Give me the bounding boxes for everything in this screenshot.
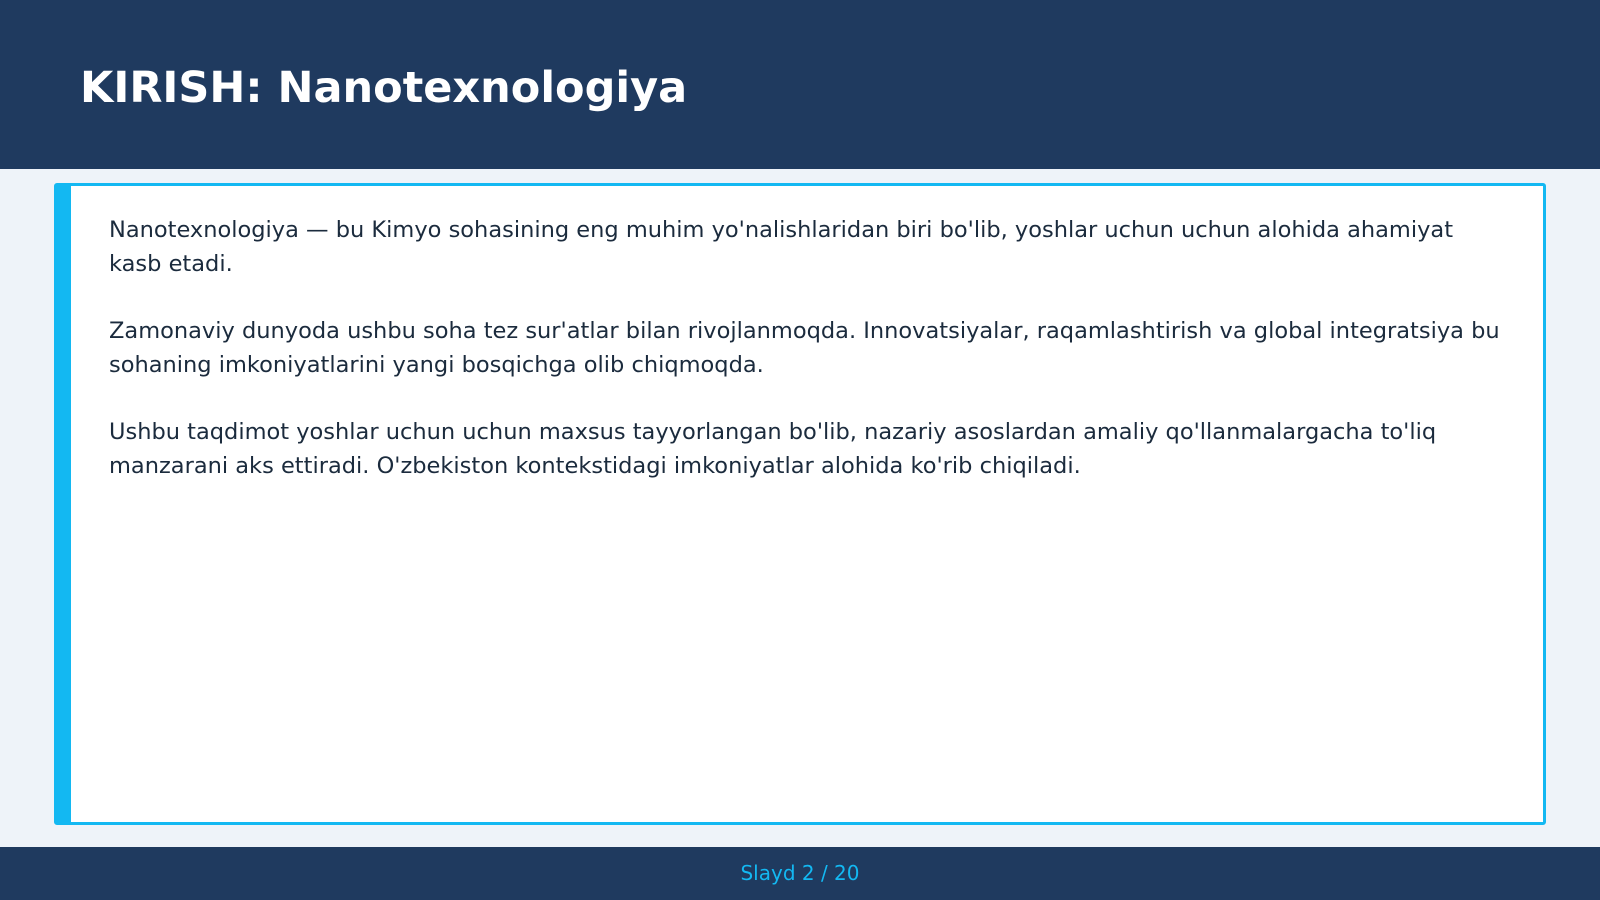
slide-header: [0, 0, 1600, 169]
content-body: [109, 213, 1504, 516]
content-card: [54, 183, 1546, 825]
paragraph-intro: Nanotexnologiya — bu Kimyo sohasining eng muhim yo'nalishlaridan biri bo'lib, yoshlar uchun uchun alohida ahamiyat kasb etadi.: [109, 217, 1454, 277]
paragraph-modern-world: Zamonaviy dunyoda ushbu soha tez sur'atlar bilan rivojlanmoqda. Innovatsiyalar, raqamlashtirish va global integratsiya bu sohaning imkoniyatlarini yangi bosqichga olib chiqmoqda.: [109, 318, 1500, 378]
paragraph-presentation-purpose: Ushbu taqdimot yoshlar uchun uchun maxsus tayyorlangan bo'lib, nazariy asoslardan amaliy qo'llanmalargacha to'liq manzarani aks ettiradi. O'zbekiston kontekstidagi imkoniyatlar alohida ko'rib chiqiladi.: [109, 419, 1437, 479]
slide-title: KIRISH: Nanotexnologiya: [80, 63, 688, 113]
slide-counter: Slayd 2 / 20: [740, 861, 860, 885]
slide-footer: [0, 847, 1600, 900]
